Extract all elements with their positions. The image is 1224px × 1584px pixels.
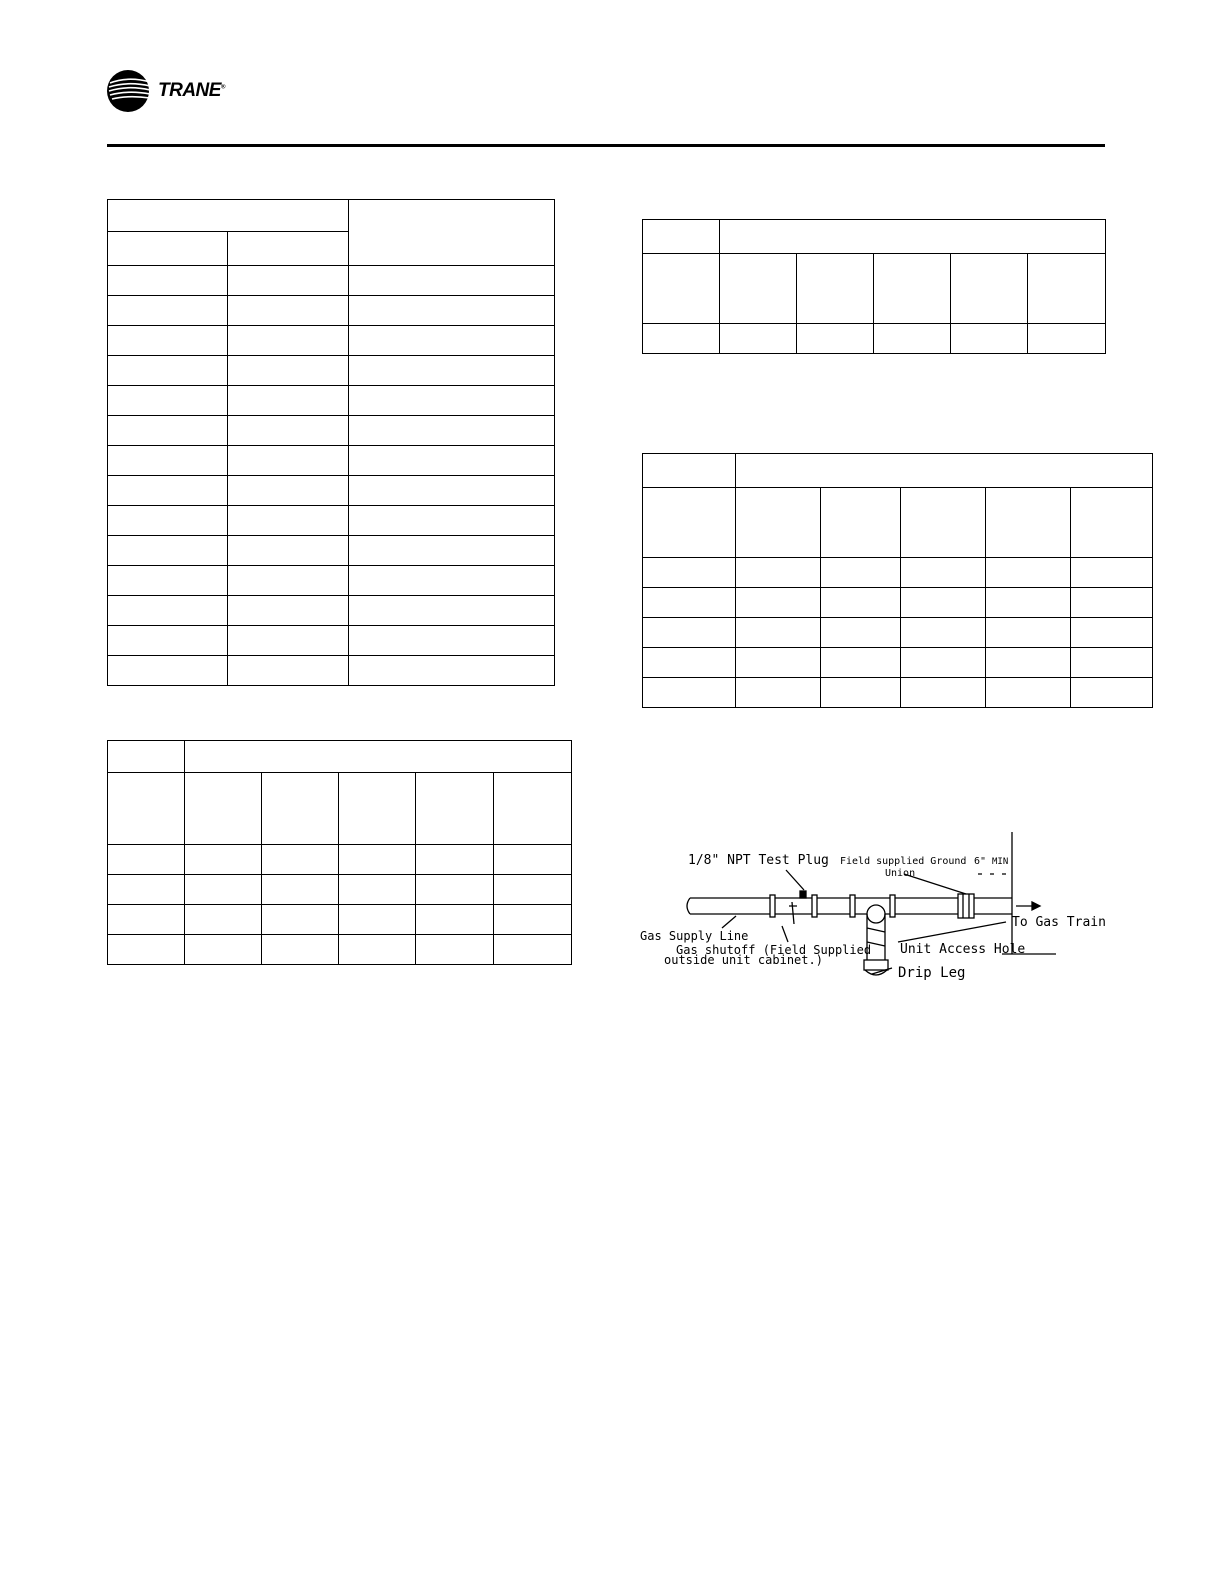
table-header-cell	[736, 454, 1153, 488]
table-row	[108, 476, 555, 506]
table-header-cell	[108, 232, 228, 266]
table-row	[108, 596, 555, 626]
label-to-gas-train: To Gas Train	[1012, 915, 1106, 930]
table-row	[643, 588, 1153, 618]
label-unit-access-hole: Unit Access Hole	[900, 942, 1026, 957]
label-6-inch: 6"	[974, 856, 987, 867]
table-header-cell	[108, 200, 349, 232]
table-row	[108, 845, 572, 875]
table-row	[108, 566, 555, 596]
table-c	[642, 219, 1106, 354]
table-row	[643, 558, 1153, 588]
ground-union	[958, 894, 974, 918]
table-row	[108, 386, 555, 416]
label-min: MIN	[992, 857, 1009, 867]
gas-shutoff-valve	[789, 902, 797, 924]
table-header-cell	[185, 741, 572, 773]
label-ground-union: Field supplied Ground	[840, 856, 967, 867]
table-row	[108, 266, 555, 296]
label-test-plug: 1/8" NPT Test Plug	[688, 853, 829, 868]
table-row	[643, 618, 1153, 648]
header-rule	[107, 144, 1105, 147]
table-row	[108, 416, 555, 446]
table-row	[108, 935, 572, 965]
table-row	[108, 875, 572, 905]
gas-piping-diagram	[636, 828, 1116, 988]
table-header-cell	[643, 220, 720, 254]
table-row	[108, 506, 555, 536]
table-row	[643, 324, 1106, 354]
test-plug	[800, 891, 806, 898]
table-header-cell	[643, 454, 736, 488]
brand-wordmark: TRANE®	[158, 80, 225, 101]
label-drip-leg: Drip Leg	[898, 965, 966, 981]
label-gas-shutoff: Gas shutoff (Field Supplied	[676, 943, 872, 957]
table-row	[108, 536, 555, 566]
table-row	[643, 678, 1153, 708]
table-row	[108, 905, 572, 935]
unit-cabinet-wall	[1002, 832, 1056, 954]
table-b	[107, 740, 572, 965]
table-row	[108, 446, 555, 476]
table-row	[108, 656, 555, 686]
table-header-cell	[108, 741, 185, 773]
table-row	[108, 356, 555, 386]
table-d	[642, 453, 1153, 708]
label-outside-cabinet: outside unit cabinet.)	[664, 953, 823, 967]
label-union: Union	[885, 868, 916, 879]
table-row	[643, 648, 1153, 678]
label-gas-supply-line: Gas Supply Line	[640, 929, 749, 943]
table-row	[108, 626, 555, 656]
table-a	[107, 199, 555, 686]
table-header-cell	[349, 200, 555, 266]
table-row	[108, 296, 555, 326]
table-header-cell	[228, 232, 349, 266]
table-row	[108, 326, 555, 356]
table-header-cell	[720, 220, 1106, 254]
